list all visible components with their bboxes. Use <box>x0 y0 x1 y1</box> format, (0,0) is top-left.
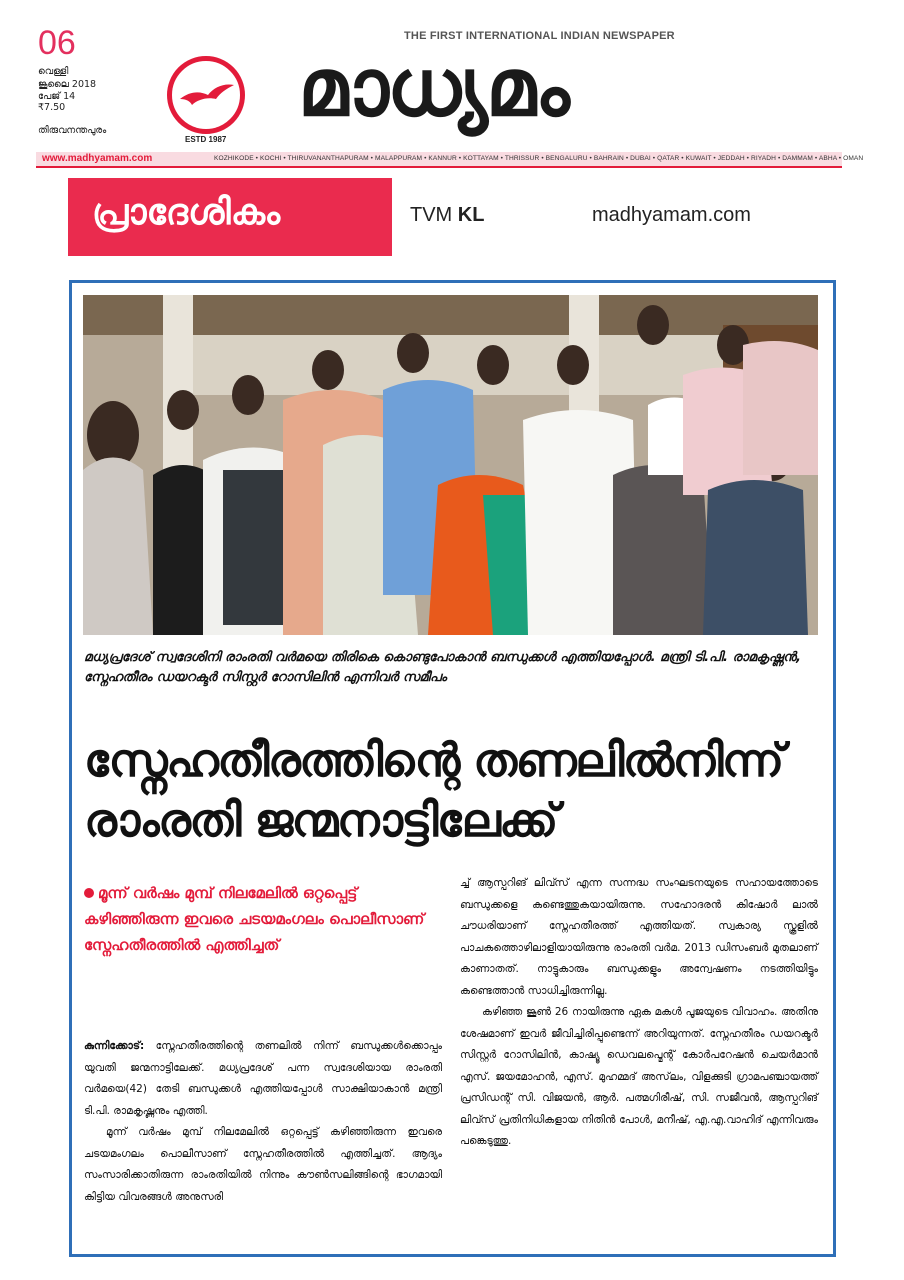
edition-code-prefix: TVM <box>410 204 453 226</box>
paragraph-3: ച്ച് ആസ്പറിങ് ലിവ്സ് എന്ന സന്നദ്ധ സംഘടനയുടെ സഹായത്തോടെ ബന്ധുക്കളെ കണ്ടെത്തുകയായിരുന്നു. സഹോദരൻ കിഷോർ ലാൽ ചൗധരിയാണ് സ്നേഹതീരത്ത് എത്തിയത്. സ്വകാര്യ സ്കൂളിൽ പാചകത്തൊഴിലാളിയായിരുന്നു രാംരതി വർമ. 2013 ഡിസംബർ മുതലാണ് കാണാതത്. നാട്ടുകാരും ബന്ധുക്കളും അന്വേഷണം നടത്തിയിട്ടും കണ്ടെത്താൻ സാധിച്ചിരുന്നില്ല. <box>460 877 818 997</box>
headline-line-1: സ്നേഹതീരത്തിന്റെ തണലിൽനിന്ന് <box>84 733 783 787</box>
news-photo <box>83 295 818 635</box>
madhyamam-logo <box>167 56 245 134</box>
highlight-text: മൂന്ന് വർഷം മുമ്പ് നിലമേലിൽ ഒറ്റപ്പെട്ട് കഴിഞ്ഞിരുന്ന ഇവരെ ചടയമംഗലം പൊലീസാണ് സ്നേഹതീരത്തിൽ എത്തിച്ചത് <box>84 884 425 954</box>
edition-code <box>410 204 484 227</box>
date-label: ജൂലൈ 2018 <box>38 79 97 90</box>
price-label: ₹7.50 <box>38 102 66 113</box>
edition-code-suffix: KL <box>457 204 485 226</box>
editions-list: KOZHIKODE • KOCHI • THIRUVANANTHAPURAM • MALAPPURAM • KANNUR • KOTTAYAM • THRISSUR • BENGALURU • BAHRAIN • DUBAI • QATAR • KUWAIT • JEDDAH • RIYADH • DAMMAM • ABHA • OMAN <box>214 155 864 162</box>
section-title: പ്രാദേശികം <box>92 192 281 233</box>
article-column-left <box>84 1036 442 1208</box>
bird-icon <box>172 61 240 129</box>
photo-caption: മധ്യപ്രദേശ് സ്വദേശിനി രാംരതി വർമയെ തിരികെ കൊണ്ടുപോകാൻ ബന്ധുക്കൾ എത്തിയപ്പോൾ. മന്ത്രി ടി.പി. രാമകൃഷ്ണൻ, സ്നേഹതീരം ഡയറക്ടർ സിസ്റ്റർ റോസിലിൻ എന്നിവർ സമീപം <box>84 650 801 685</box>
paragraph-1 <box>84 1036 442 1122</box>
bullet-icon <box>84 888 94 898</box>
city-label: തിരുവനന്തപുരം <box>38 125 107 136</box>
paragraph-4: കഴിഞ്ഞ ജൂൺ 26 നായിരുന്നു ഏക മകൾ പൂജയുടെ വിവാഹം. അതിനു ശേഷമാണ് ഇവർ ജീവിച്ചിരിപ്പുണ്ടെന്ന് അറിയുന്നത്. സ്നേഹതീരം ഡയറക്ടർ സിസ്റ്റർ റോസിലിൻ, കാഷ്യൂ ഡെവലപ്മെന്റ് കോർപറേഷൻ ചെയർമാൻ എസ്. ജയമോഹൻ, എസ്. മുഹമ്മദ് അസ്‌ലം, വിളക്കുടി ഗ്രാമപഞ്ചായത്ത് പ്രസിഡന്റ് സി. വിജയൻ, ആർ. പത്മഗിരീഷ്, സി. സജീവൻ, ആസ്പറിങ് ലിവ്സ് പ്രതിനിധികളായ നിതിൻ പോൾ, മനീഷ്, എ.എ.വാഹിദ് എന്നിവരും പങ്കെടുത്തു. <box>460 1006 818 1147</box>
dateline: കുന്നിക്കോട്: <box>84 1040 145 1052</box>
newspaper-tagline: THE FIRST INTERNATIONAL INDIAN NEWSPAPER <box>404 30 675 42</box>
paragraph-1-text: സ്നേഹതീരത്തിന്റെ തണലിൽ നിന്ന് ബന്ധുക്കൾക്കൊപ്പം യുവതി ജന്മനാട്ടിലേക്ക്. മധ്യപ്രദേശ് പന്ന സ്വദേശിയായ രാംരതി വർമയെ(42) തേടി ബന്ധുക്കൾ എത്തിയപ്പോൾ സാക്ഷിയാകാൻ മന്ത്രി ടി.പി. രാമകൃഷ്ണനും എത്തി. <box>84 1040 442 1117</box>
pages-label: പേജ് 14 <box>38 91 76 102</box>
article-highlight <box>84 880 444 958</box>
article-headline <box>84 730 824 850</box>
page-number: 06 <box>38 24 76 62</box>
headline-line-2: രാംരതി ജന്മനാട്ടിലേക്ക് <box>84 793 557 847</box>
masthead: മാധ്യമം <box>298 41 568 134</box>
estd-label: ESTD 1987 <box>185 135 227 144</box>
day-label: വെള്ളി <box>38 66 69 77</box>
website-link[interactable]: www.madhyamam.com <box>42 153 153 164</box>
article-column-right <box>460 873 818 1153</box>
paragraph-2: മൂന്ന് വർഷം മുമ്പ് നിലമേലിൽ ഒറ്റപ്പെട്ട് കഴിഞ്ഞിരുന്ന ഇവരെ ചടയമംഗലം പൊലീസാണ് സ്നേഹതീരത്തിൽ എത്തിച്ചത്. ആദ്യം സംസാരിക്കാതിരുന്ന രാംരതിയിൽ നിന്നും കൗൺസലിങ്ങിന്റെ ഭാഗമായി കിട്ടിയ വിവരങ്ങൾ അനുസരി <box>84 1126 442 1203</box>
section-website: madhyamam.com <box>592 204 751 226</box>
